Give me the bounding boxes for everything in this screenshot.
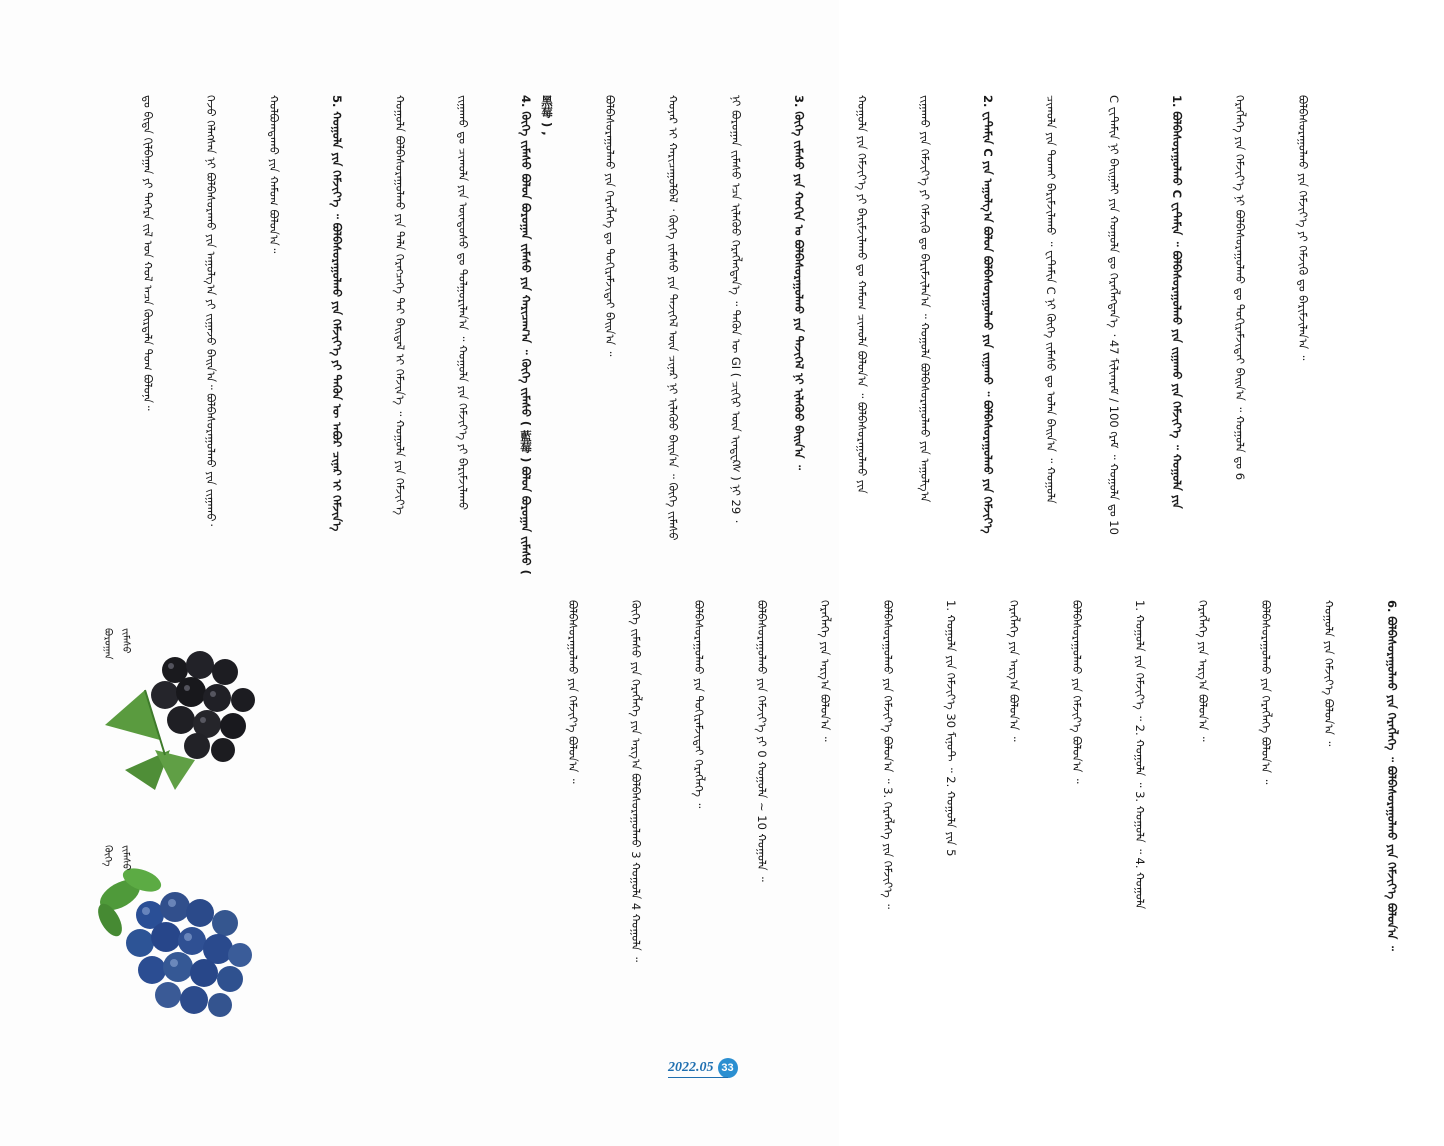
text-line: ᠬᠡᠷᠡᠭᠯᠡᠭᠡ ᠶᠢᠨ ᠠᠷᠭ᠎ᠠ ᠪᠣᠯᠤᠨ᠎ᠠ ᠃ xyxy=(818,600,832,742)
text-line: ᠬᠣᠭᠣᠯᠠ ᠶᠢᠨ ᠬᠡᠮᠵᠢᠶ᠎ᠡ ᠪᠣᠯᠤᠨ᠎ᠠ ᠃ xyxy=(1322,600,1336,747)
text-line: 1. ᠬᠣᠭᠣᠯᠠ ᠶᠢᠨ ᠬᠡᠮᠵᠢᠶ᠎ᠡ 30 ᠮᠢᠨᠦᠲ ᠃ 2. ᠬᠣᠭᠣᠯᠠ ᠶᠢᠨ 5 xyxy=(944,600,958,857)
blueberry-cluster xyxy=(126,892,252,1017)
blackberry-caption: ᠪᠣᠷᠣᠭᠠᠨ ᠵᠢᠮᠡᠰᠦ xyxy=(102,628,131,660)
blueberry-caption: ᠬᠦᠬᠡ ᠵᠢᠮᠡᠰᠦ xyxy=(102,845,131,871)
text-line: ᠬᠣᠭᠣᠯᠠ ᠪᠣᠯᠪᠠᠰᠤᠷᠠᠭᠤᠯᠬᠤ ᠶᠢᠨ ᠲᠡᠯᠡ ᠬᠡᠷᠡᠭᠴᠡᠭᠡ ᠲᠠᠢ ᠪᠠᠢᠳᠠᠯ ᠢ ᠬᠡᠮᠵᠢᠨ᠎ᠡ ᠃ ᠬᠣᠭᠣᠯᠠ ᠶᠢᠨ ᠬᠡᠮᠵᠢᠶ᠎ᠡ xyxy=(393,95,407,515)
text-line: ᠬᠣᠶᠠᠷ ᠢ ᠬᠠᠷᠢᠴᠠᠭᠤᠯᠪᠠᠯ ᠂ ᠬᠦᠬᠡ ᠵᠢᠮᠡᠰᠦ ᠶᠢᠨ ᠲᠡᠵᠢᠭᠡᠯ ᠦᠨ ᠴᠢᠨᠠᠷ ᠨᠢ ᠢᠯᠡᠭᠦᠦ ᠪᠠᠢᠨ᠎ᠠ ᠃ ᠬᠦᠬᠡ ᠵᠢᠮᠡᠰᠦ xyxy=(666,95,680,541)
text-line: ᠵᠢᠭᠠᠬᠤ ᠳᠤ ᠴᠢᠬᠤᠯᠠ ᠶᠢᠨ ᠦᠨᠳᠦᠰᠦ ᠳᠤ ᠲᠤᠯᠭᠤᠷᠢᠯᠠᠨ᠎ᠠ ᠃ ᠬᠣᠭᠣᠯᠠ ᠶᠢᠨ ᠬᠡᠮᠵᠢᠶ᠎ᠡ ᠶᠢ ᠪᠠᠷᠢᠮᠵᠢᠯᠠᠬᠤ xyxy=(456,95,470,511)
section-heading-4: 4. ᠬᠦᠬᠡ ᠵᠢᠮᠡᠰᠦ ᠪᠣᠯᠤᠨ ᠪᠣᠷᠣᠭᠠᠨ ᠵᠢᠮᠡᠰᠦ ᠶᠢᠨ ᠬᠠᠷᠢᠴᠠᠭ᠎ᠠ ᠃ ᠬᠦᠬᠡ ᠵᠢᠮᠡᠰᠦ ( 藍莓 ) ᠪᠣᠯᠤᠨ ᠪᠣᠷᠣᠭᠠᠨ ᠵᠢᠮᠡᠰᠦ ( 黑莓 ) , xyxy=(519,95,554,579)
text-line: C ᠸᠢᠲ᠋ᠠᠮᠢᠨ ᠨᠢ ᠪᠠᠢᠭᠠᠯᠢ ᠶᠢᠨ ᠬᠣᠭᠣᠯᠠ ᠳᠤ ᠬᠡᠷᠡᠭᠯᠡᠭᠳᠡᠨ᠎ᠡ ᠂ 47 ᠮᠢᠯᠢᠭᠷᠠᠮ / 100 ᠭᠷᠠᠮ ᠃ ᠬᠣᠭᠣᠯᠠ ᠳᠤ 10 xyxy=(1107,95,1121,535)
text-line: ᠪᠣᠯᠪᠠᠰᠤᠷᠠᠭᠤᠯᠬᠤ ᠶᠢᠨ ᠬᠡᠷᠡᠭᠯᠡᠭᠡ ᠳᠤ ᠲᠣᠬᠢᠷᠠᠮᠵᠢᠲᠠᠢ ᠪᠠᠢᠨ᠎ᠠ ᠃ xyxy=(603,95,617,357)
footer-rule xyxy=(668,1077,728,1078)
text-line: ᠪᠣᠯᠪᠠᠰᠤᠷᠠᠭᠤᠯᠬᠤ ᠶᠢᠨ ᠬᠡᠮᠵᠢᠶ᠎ᠡ ᠪᠣᠯᠤᠨ᠎ᠠ ᠃ 3. ᠬᠡᠷᠡᠭᠯᠡᠭᠡ ᠶᠢᠨ ᠬᠡᠮᠵᠢᠶ᠎ᠡ ᠃ xyxy=(881,600,895,909)
text-line: ᠪᠣᠯᠪᠠᠰᠤᠷᠠᠭᠤᠯᠬᠤ ᠶᠢᠨ ᠬᠡᠮᠵᠢᠶ᠎ᠡ ᠪᠣᠯᠤᠨ᠎ᠠ ᠃ xyxy=(1070,600,1084,784)
text-line: ᠪᠣᠯᠪᠠᠰᠤᠷᠠᠭᠤᠯᠬᠤ ᠶᠢᠨ ᠬᠡᠷᠡᠭᠯᠡᠭᠡ ᠪᠣᠯᠤᠨ᠎ᠠ ᠃ xyxy=(1259,600,1273,785)
page-number-badge: 33 xyxy=(718,1058,738,1078)
section-heading-1: 1. ᠪᠣᠯᠪᠠᠰᠤᠷᠠᠭᠤᠯᠬᠤ C ᠸᠢᠲ᠋ᠠᠮᠢᠨ ᠃ ᠪᠣᠯᠪᠠᠰᠤᠷᠠᠭᠤᠯᠬᠤ ᠶᠢᠨ ᠵᠢᠭᠠᠬᠤ ᠶᠢᠨ ᠬᠡᠮᠵᠢᠶ᠎ᠡ ᠃ ᠬᠣᠭᠣᠯᠠ ᠶᠢᠨ xyxy=(1170,95,1184,509)
text-line: ᠬᠡᠷᠡᠭᠯᠡᠭᠡ ᠶᠢᠨ ᠠᠷᠭ᠎ᠠ ᠪᠣᠯᠤᠨ᠎ᠠ ᠃ xyxy=(1196,600,1210,742)
text-line: ᠴᠢᠬᠤᠯᠠ ᠶᠢᠨ ᠲᠤᠬᠠᠢ ᠪᠠᠷᠢᠮᠵᠢᠯᠠᠬᠤ ᠃ ᠸᠢᠲ᠋ᠠᠮᠢᠨ C ᠨᠢ ᠬᠦᠬᠡ ᠵᠢᠮᠡᠰᠦ ᠳᠤ ᠣᠯᠠᠨ ᠪᠠᠢᠨ᠎ᠠ ᠃ ᠬᠣᠭᠣᠯᠠ xyxy=(1044,95,1058,504)
text-line: ᠪᠣᠯᠪᠠᠰᠤᠷᠠᠭᠤᠯᠬᠤ ᠶᠢᠨ ᠲᠣᠬᠢᠷᠠᠮᠵᠢᠲᠠᠢ ᠬᠡᠷᠡᠭᠯᠡᠭᠡ ᠃ xyxy=(692,600,706,809)
section-heading-2: 2. ᠸᠢᠲ᠋ᠠᠮᠢᠨ C ᠶᠢᠨ ᠠᠭᠤᠯᠭ᠎ᠠ ᠪᠣᠯᠤᠨ ᠪᠣᠯᠪᠠᠰᠤᠷᠠᠭᠤᠯᠬᠤ ᠶᠢᠨ ᠵᠢᠭᠠᠬᠤ ᠃ ᠪᠣᠯᠪᠠᠰᠤᠷᠠᠭᠤᠯᠬᠤ ᠶᠢᠨ ᠬᠡᠮᠵᠢᠶ᠎ᠡ xyxy=(981,95,995,534)
text-line: ᠬᠦᠬᠡ ᠵᠢᠮᠡᠰᠦ ᠶᠢᠨ ᠬᠡᠷᠡᠭᠯᠡᠭᠡ ᠶᠢᠨ ᠠᠷᠭ᠎ᠠ ᠪᠣᠯᠪᠠᠰᠤᠷᠠᠭᠤᠯᠬᠤ 3 ᠬᠣᠭᠣᠯᠠ 4 ᠬᠣᠭᠣᠯᠠ ᠃ xyxy=(629,600,643,962)
issue-date: 2022.05 xyxy=(668,1060,714,1075)
text-line: ᠬᠡᠷᠡᠭᠯᠡᠭᠡ ᠶᠢᠨ ᠠᠷᠭ᠎ᠠ ᠪᠣᠯᠤᠨ᠎ᠠ ᠃ xyxy=(1007,600,1021,742)
article-text-bottom-right xyxy=(520,600,1399,1100)
blackberry-leaves xyxy=(105,690,195,790)
text-line: ᠬᠣᠯᠪᠣᠭᠳᠠᠬᠤ ᠶᠢᠨ ᠬᠠᠮᠤᠭ ᠪᠣᠯᠤᠨ᠎ᠠ᠃ xyxy=(267,95,281,254)
blackberry-cluster xyxy=(151,651,255,762)
section-heading-6: 6. ᠪᠣᠯᠪᠠᠰᠤᠷᠠᠭᠤᠯᠬᠤ ᠶᠢᠨ ᠬᠡᠷᠡᠭᠯᠡᠭᠡ ᠃ ᠪᠣᠯᠪᠠᠰᠤᠷᠠᠭᠤᠯᠬᠤ ᠶᠢᠨ ᠬᠡᠮᠵᠢᠶ᠎ᠡ ᠪᠣᠯᠤᠨ᠎ᠠ ᠃ xyxy=(1385,600,1399,951)
text-line: ᠵᠢᠭᠠᠬᠤ ᠶᠢᠨ ᠬᠡᠮᠵᠢᠶ᠎ᠡ ᠶᠢ ᠬᠡᠮᠵᠢᠬᠦ ᠳᠤ ᠪᠠᠷᠢᠮᠵᠢᠯᠠᠨ᠎ᠠ ᠃ ᠬᠣᠭᠣᠯᠠ ᠪᠣᠯᠪᠠᠰᠤᠷᠠᠭᠤᠯᠬᠤ ᠶᠢᠨ ᠠᠭᠤᠯᠭ᠎ᠠ xyxy=(918,95,932,503)
text-line: ᠬᠣᠭᠣᠯᠠ ᠶᠢᠨ ᠬᠡᠮᠵᠢᠶ᠎ᠡ ᠶᠢ ᠪᠠᠷᠢᠮᠵᠢᠯᠠᠬᠤ ᠳᠤ ᠬᠠᠮᠤᠭ ᠴᠢᠬᠤᠯᠠ ᠪᠣᠯᠤᠨ᠎ᠠ ᠃ ᠪᠣᠯᠪᠠᠰᠤᠷᠠᠭᠤᠯᠬᠤ ᠶᠢᠨ xyxy=(855,95,869,494)
text-line: 1. ᠬᠣᠭᠣᠯᠠ ᠶᠢᠨ ᠬᠡᠮᠵᠢᠶ᠎ᠡ ᠃ 2. ᠬᠣᠭᠣᠯᠠ ᠃ 3. ᠬᠣᠭᠣᠯᠠ ᠃ 4. ᠬᠣᠭᠣᠯᠠ xyxy=(1133,600,1147,910)
text-line: ᠭᠡᠵᠦ ᠬᠡᠯᠡᠭᠰᠡᠨ ᠨᠢ ᠪᠣᠯᠪᠠᠰᠤᠷᠠᠬᠤ ᠶᠢᠨ ᠠᠭᠤᠯᠭ᠎ᠠ ᠶᠢ ᠵᠢᠭᠠᠵᠤ ᠪᠠᠢᠨ᠎ᠠ᠃ ᠪᠣᠯᠪᠠᠰᠤᠷᠠᠭᠤᠯᠬᠤ ᠶᠢᠨ ᠵᠢᠭᠠᠬᠤ᠂ xyxy=(204,95,218,527)
section-heading-5: 5. ᠬᠣᠭᠣᠯᠠ ᠶᠢᠨ ᠬᠡᠮᠵᠢᠶ᠎ᠡ ᠃ ᠪᠣᠯᠪᠠᠰᠤᠷᠠᠭᠤᠯᠬᠤ ᠶᠢᠨ ᠬᠡᠮᠵᠢᠶ᠎ᠡ ᠶᠢ ᠲᠡᠭᠦᠨ ᠦ ᠠᠪᠤᠷ ᠴᠢᠨᠠᠷ ᠢ ᠬᠡᠮᠵᠢᠨ᠎ᠡ xyxy=(330,95,344,532)
text-line: ᠪᠣᠯᠪᠠᠰᠤᠷᠠᠭᠤᠯᠬᠤ ᠶᠢᠨ ᠬᠡᠮᠵᠢᠶ᠎ᠡ ᠶᠢ 0 ᠬᠣᠭᠣᠯᠠ ~ 10 ᠬᠣᠭᠣᠯᠠ ᠃ xyxy=(755,600,769,882)
text-line: ᠪᠣᠯᠪᠠᠰᠤᠷᠠᠭᠤᠯᠬᠤ ᠶᠢᠨ ᠬᠡᠮᠵᠢᠶ᠎ᠡ ᠪᠣᠯᠤᠨ᠎ᠠ ᠃ xyxy=(566,600,580,784)
text-line: ᠬᠡᠷᠡᠭᠯᠡᠭᠡ ᠶᠢᠨ ᠬᠡᠮᠵᠢᠶ᠎ᠡ ᠨᠢ ᠪᠣᠯᠪᠠᠰᠤᠷᠠᠭᠤᠯᠬᠤ ᠳᠤ ᠲᠣᠬᠢᠷᠠᠮᠵᠢᠲᠠᠢ ᠪᠠᠢᠨ᠎ᠠ ᠃ ᠬᠣᠭᠣᠯᠠ ᠳᠤ 6 xyxy=(1233,95,1247,481)
section-heading-3: 3. ᠬᠦᠬᠡ ᠵᠢᠮᠡᠰᠦ ᠶᠢᠨ ᠬᠣᠬᠢᠨ ᠤ ᠪᠣᠯᠪᠠᠰᠤᠷᠠᠭᠤᠯᠬᠤ ᠶᠢᠨ ᠲᠡᠵᠢᠭᠡᠯ ᠨᠢ ᠢᠯᠡᠭᠦᠦ ᠪᠠᠢᠨ᠎ᠠ ᠃ xyxy=(792,95,806,470)
text-line: ᠨᠢ ᠪᠣᠷᠣᠭᠠᠨ ᠵᠢᠮᠡᠰᠦ ᠡᠴᠡ ᠢᠯᠡᠭᠦᠦ ᠬᠡᠷᠡᠭᠯᠡᠭᠳᠡᠨ᠎ᠡ ᠃ ᠲᠡᠭᠦᠨ ᠦ GI ( ᠴᠢᠬᠢᠷ ᠦᠨ ᠢᠨᠳᠧᠺᠰ ) ᠨᠢ 29 ᠂ xyxy=(729,95,743,523)
text-line: ᠳᠤ ᠪᠢᠳᠡ ᠭᠢᠯᠪᠠᠭᠠᠨ ᠶᠢ ᠳᠡᠭᠡᠷᠡ ᠵᠢᠯ ᠤᠨ ᠬᠣᠯ ᠠᠴᠠ ᠬᠦᠷᠲᠡᠯᠡ ᠳᠤᠭ ᠪᠣᠯᠤᠨᠠ᠃ xyxy=(141,95,155,411)
article-text-top xyxy=(95,95,1310,585)
text-line: ᠪᠣᠯᠪᠠᠰᠤᠷᠠᠭᠤᠯᠬᠤ ᠶᠢᠨ ᠬᠡᠮᠵᠢᠶ᠎ᠡ ᠶᠢ ᠬᠡᠮᠵᠢᠬᠦ ᠳᠤ ᠪᠠᠷᠢᠮᠵᠢᠯᠠᠨ᠎ᠠ ᠃ xyxy=(1296,95,1310,361)
page-footer xyxy=(668,1058,738,1078)
